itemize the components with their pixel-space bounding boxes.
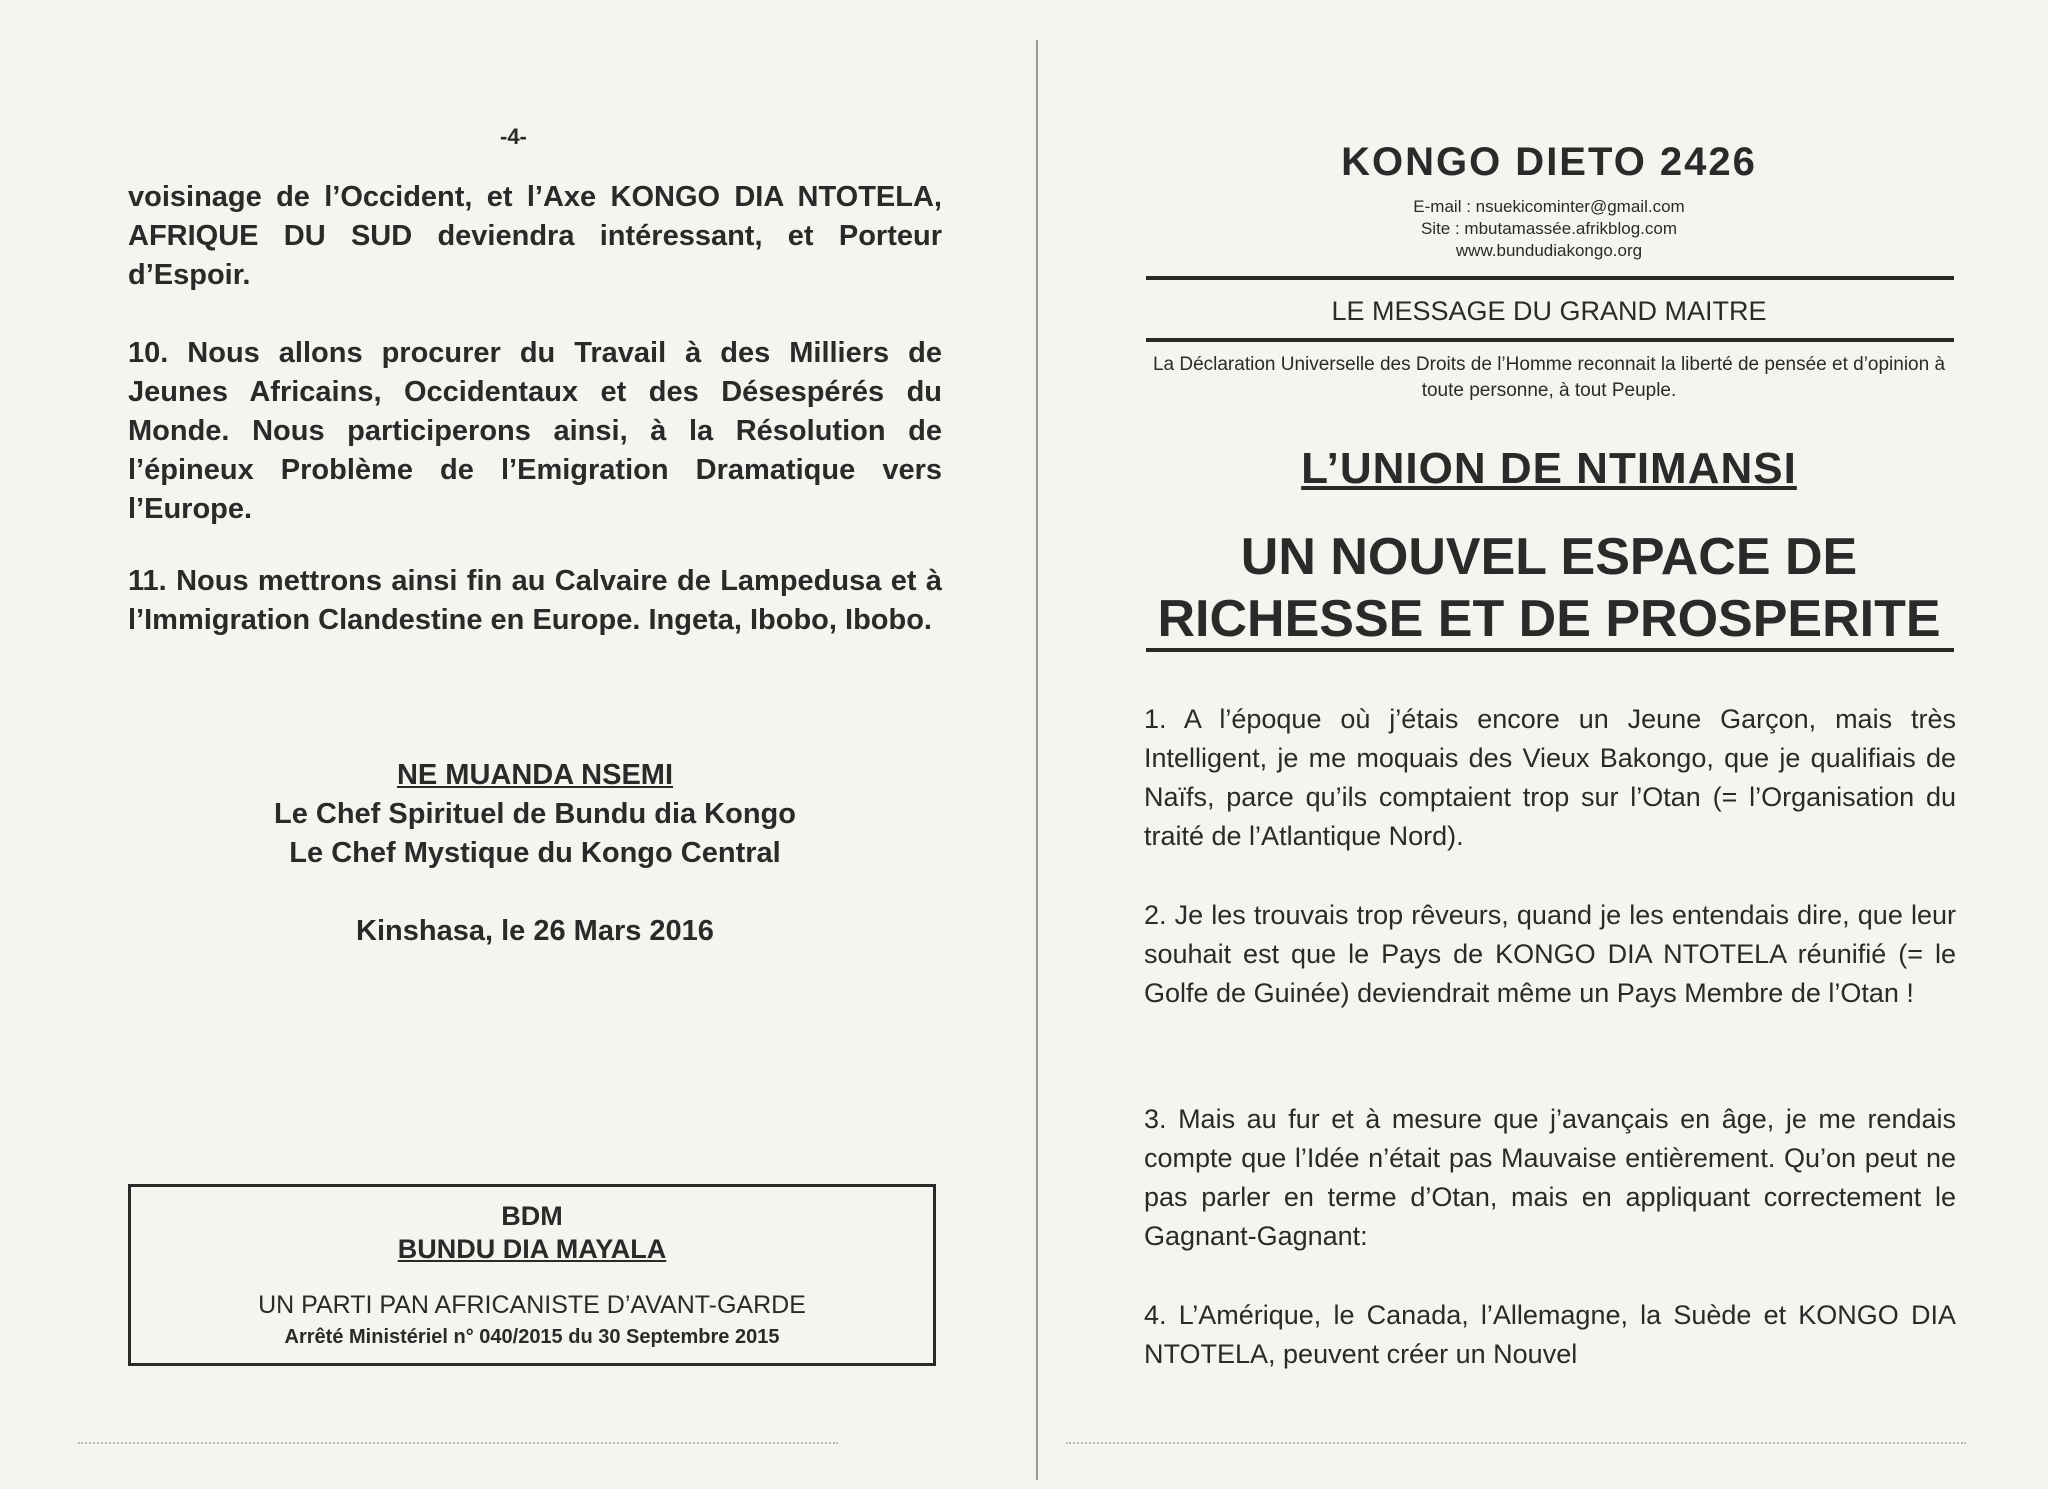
masthead-title: KONGO DIETO 2426 [1341, 140, 1757, 184]
signatory-name: NE MUANDA NSEMI [396, 759, 674, 791]
headline [1142, 526, 1956, 650]
scan-specks [78, 1442, 838, 1446]
paragraph-continuation: voisinage de l’Occident, et l’Axe KONGO DIA NTOTELA, AFRIQUE DU SUD deviendra intéressant, et Porteur d’Espoir. [128, 181, 942, 291]
site-line-2: www.bundudiakongo.org [1455, 241, 1643, 260]
paragraph-4: 4. L’Amérique, le Canada, l’Allemagne, la Suède et KONGO DIA NTOTELA, peuvent créer un Nouvel [1144, 1300, 1956, 1369]
paragraph-2: 2. Je les trouvais trop rêveurs, quand je les entendais dire, que leur souhait est que le Pays de KONGO DIA NTOTELA réunifié (= le Golfe de Guinée) deviendrait même un Pays Membre de l’Otan ! [1144, 900, 1956, 1008]
site-line: Site : mbutamassée.afrikblog.com [1420, 219, 1678, 238]
contact-block [1142, 196, 1956, 262]
page-number: -4- [500, 124, 527, 149]
party-abbreviation: BDM [501, 1201, 563, 1231]
party-decree: Arrêté Ministériel n° 040/2015 du 30 Septembre 2015 [284, 1326, 780, 1348]
place-date: Kinshasa, le 26 Mars 2016 [356, 915, 714, 947]
headline-line-2: RICHESSE ET DE PROSPERITE [1157, 590, 1941, 648]
party-box [128, 1184, 936, 1366]
party-full-name: BUNDU DIA MAYALA [397, 1234, 667, 1264]
scan-specks-right [1066, 1442, 1966, 1446]
party-description: UN PARTI PAN AFRICANISTE D’AVANT-GARDE [258, 1291, 806, 1319]
email-line: E-mail : nsuekicominter@gmail.com [1413, 197, 1685, 216]
rule-under-message [1146, 338, 1954, 342]
rule-under-headline [1146, 648, 1954, 652]
headline-line-1: UN NOUVEL ESPACE DE [1240, 528, 1858, 586]
paragraph-10: 10. Nous allons procurer du Travail à des Milliers de Jeunes Africains, Occidentaux et des Désespérés du Monde. Nous participerons ainsi, à la Résolution de l’épineux Problème de l’Emigration Dramatique vers l’Europe. [128, 337, 942, 525]
rule-top [1146, 276, 1954, 280]
signatory-title-1: Le Chef Spirituel de Bundu dia Kongo [274, 798, 796, 830]
masthead [1142, 140, 1956, 185]
union-title-text: L’UNION DE NTIMANSI [1301, 444, 1797, 493]
paragraph-3: 3. Mais au fur et à mesure que j’avançais en âge, je me rendais compte que l’Idée n’était pas Mauvaise entièrement. Qu’on peut ne pas parler en terme d’Otan, mais en appliquant correctement le Gagnant-Gagnant: [1144, 1104, 1956, 1251]
signature-block [128, 756, 942, 873]
union-title [1142, 444, 1956, 494]
signatory-title-2: Le Chef Mystique du Kongo Central [289, 837, 781, 869]
paragraph-11: 11. Nous mettrons ainsi fin au Calvaire de Lampedusa et à l’Immigration Clandestine en Europe. Ingeta, Ibobo, Ibobo. [128, 565, 942, 636]
declaration-text: La Déclaration Universelle des Droits de l’Homme reconnait la liberté de pensée et d’opinion à toute personne, à tout Peuple. [1152, 354, 1946, 401]
paragraph-1: 1. A l’époque où j’étais encore un Jeune Garçon, mais très Intelligent, je me moquais des Vieux Bakongo, que je qualifiais de Naïfs, parce qu’ils comptaient trop sur l’Otan (= l’Organisation du traité de l’Atlantique Nord). [1144, 704, 1956, 851]
message-title: LE MESSAGE DU GRAND MAITRE [1331, 296, 1767, 326]
